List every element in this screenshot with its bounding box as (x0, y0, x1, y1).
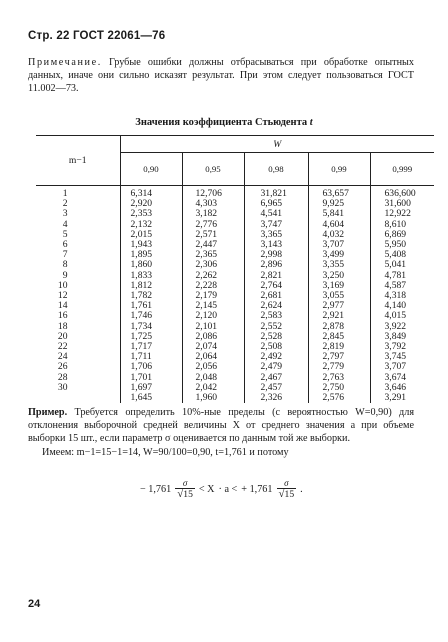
row-m-value: 26 (57, 361, 68, 373)
table-cell: 4,303 (182, 199, 244, 209)
row-m-value: 22 (57, 341, 68, 353)
table-cell: 2,447 (182, 240, 244, 250)
table-cell: 2,179 (182, 291, 244, 301)
table-cell: 9,925 (308, 199, 370, 209)
student-coefficient-table (36, 135, 434, 403)
row-m-value: 9 (62, 269, 68, 281)
table-cell: 2,819 (308, 342, 370, 352)
running-header: Стр. 22 ГОСТ 22061—76 (28, 30, 166, 42)
table-cell: 1,725 (120, 332, 182, 342)
table-cell: 3,747 (244, 220, 308, 230)
table-cell: 3,365 (244, 230, 308, 240)
table-title-text: Значения коэффициента Стьюдента (135, 117, 308, 128)
table-cell: 2,086 (182, 332, 244, 342)
table-cell: 2,750 (308, 383, 370, 393)
formula-mid: < X (198, 483, 215, 495)
table-row (36, 209, 434, 219)
stub-header: m−1 (36, 136, 120, 186)
table-cell: 5,041 (370, 260, 434, 270)
table-cell: 2,228 (182, 281, 244, 291)
table-cell: 6,314 (120, 186, 182, 200)
table-row (36, 322, 434, 332)
row-m-value: 24 (57, 351, 68, 363)
table-cell: 3,355 (308, 260, 370, 270)
table-cell: 3,499 (308, 250, 370, 260)
table-cell: 1,782 (120, 291, 182, 301)
row-m-value: 5 (62, 228, 68, 240)
formula-right-coef: + 1,761 (241, 483, 273, 495)
table-cell: 2,776 (182, 220, 244, 230)
table-cell: 1,701 (120, 373, 182, 383)
table-cell: 1,761 (120, 301, 182, 311)
formula-right-sigma: σ (284, 478, 289, 488)
table-body (36, 186, 434, 404)
table-cell: 1,711 (120, 352, 182, 362)
table-cell: 2,365 (182, 250, 244, 260)
table-cell: 1,697 (120, 383, 182, 393)
table-cell: 636,600 (370, 186, 434, 200)
table-cell: 4,318 (370, 291, 434, 301)
formula-left-root: 15 (183, 489, 193, 500)
table-row (36, 352, 434, 362)
table-cell: 3,250 (308, 271, 370, 281)
table-cell: 2,779 (308, 362, 370, 372)
table-cell: 3,745 (370, 352, 434, 362)
table-cell: 2,763 (308, 373, 370, 383)
example-paragraph (28, 406, 414, 445)
row-m-value: 4 (62, 218, 68, 230)
table-row (36, 240, 434, 250)
column-header: 0,98 (244, 153, 308, 186)
table-cell: 3,169 (308, 281, 370, 291)
table-cell: 6,869 (370, 230, 434, 240)
table-cell: 1,746 (120, 311, 182, 321)
formula-right-fraction: $\frac{\sigma}{√15}$ (278, 478, 295, 500)
table-cell: 2,583 (244, 311, 308, 321)
example-text: Требуется определить 10%-ные пределы (с вероятностью W=0,90) для отклонения выборочной средней величины X от среднего значения a при объеме выборки 15 шт., если параметр σ оценивается по данным той же выборки. (28, 407, 415, 444)
row-m-value: 28 (57, 371, 68, 383)
table-row (36, 311, 434, 321)
table-row (36, 271, 434, 281)
formula-left-fraction: $\frac{\sigma}{√15}$ (177, 478, 193, 500)
table-cell: 2,492 (244, 352, 308, 362)
table-cell: 2,306 (182, 260, 244, 270)
table-cell: 2,064 (182, 352, 244, 362)
table-cell: 4,604 (308, 220, 370, 230)
formula-end: . (300, 483, 303, 495)
table-cell: 2,998 (244, 250, 308, 260)
table-cell: 3,707 (308, 240, 370, 250)
table-cell: 2,048 (182, 373, 244, 383)
formula-left-coef: − 1,761 (140, 483, 172, 495)
table-row (36, 250, 434, 260)
table-cell: 2,896 (244, 260, 308, 270)
table-cell: 2,101 (182, 322, 244, 332)
table-cell: 2,467 (244, 373, 308, 383)
table-row (36, 199, 434, 209)
table-row (36, 373, 434, 383)
table-cell: 2,508 (244, 342, 308, 352)
table-cell: 2,977 (308, 301, 370, 311)
table-cell: 3,674 (370, 373, 434, 383)
table-cell: 4,032 (308, 230, 370, 240)
note-paragraph (28, 56, 414, 95)
table-cell: 1,895 (120, 250, 182, 260)
table-cell: 1,706 (120, 362, 182, 372)
table-cell: 31,600 (370, 199, 434, 209)
row-m-value: 14 (57, 300, 68, 312)
table-title (0, 117, 448, 128)
table-cell: 2,145 (182, 301, 244, 311)
row-m-value: 20 (57, 330, 68, 342)
table-cell: 2,353 (120, 209, 182, 219)
table-cell: 5,841 (308, 209, 370, 219)
table-cell: 2,576 (308, 393, 370, 403)
table-cell: 1,833 (120, 271, 182, 281)
table-cell: 2,764 (244, 281, 308, 291)
table-cell: 2,821 (244, 271, 308, 281)
table-cell: 5,950 (370, 240, 434, 250)
table-cell: 2,120 (182, 311, 244, 321)
table-cell: 2,552 (244, 322, 308, 332)
table-cell: 2,056 (182, 362, 244, 372)
table-row (36, 342, 434, 352)
table-cell: 2,624 (244, 301, 308, 311)
row-m-value: 1 (62, 188, 68, 199)
table-cell: 12,706 (182, 186, 244, 200)
table-row (36, 332, 434, 342)
row-m-value: 2 (62, 198, 68, 210)
row-m-value (36, 393, 120, 403)
table-row (36, 230, 434, 240)
table-cell: 2,262 (182, 271, 244, 281)
column-header: 0,999 (370, 153, 434, 186)
table-cell: 1,734 (120, 322, 182, 332)
table-row (36, 383, 434, 393)
table-cell: 2,015 (120, 230, 182, 240)
table-row (36, 281, 434, 291)
table-cell: 3,849 (370, 332, 434, 342)
row-m-value: 18 (57, 320, 68, 332)
table-row (36, 220, 434, 230)
table-cell: 4,541 (244, 209, 308, 219)
row-m-value: 30 (57, 381, 68, 393)
table-cell: 1,717 (120, 342, 182, 352)
table-cell: 1,645 (120, 393, 182, 403)
table-cell: 4,781 (370, 271, 434, 281)
table-cell: 1,860 (120, 260, 182, 270)
table-cell: 1,812 (120, 281, 182, 291)
table-cell: 3,143 (244, 240, 308, 250)
table-cell: 63,657 (308, 186, 370, 200)
note-text: Грубые ошибки должны отбрасываться при обработке опытных данных, иначе они сильно исказят результат. При этом следует пользоваться ГОСТ 11.002—73. (28, 57, 414, 94)
formula-left-sigma: σ (182, 478, 188, 488)
row-m-value: 7 (62, 249, 68, 261)
formula-right-root: 15 (284, 489, 295, 500)
table-cell: 2,132 (120, 220, 182, 230)
table-cell: 12,922 (370, 209, 434, 219)
formula-right-a: · a < (218, 483, 238, 495)
calc-line: Имеем: m−1=15−1=14, W=90/100=0,90, t=1,761 и потому (42, 447, 289, 458)
table-cell: 2,845 (308, 332, 370, 342)
table-cell: 3,182 (182, 209, 244, 219)
row-m-value: 3 (62, 208, 68, 220)
column-header: 0,90 (120, 153, 182, 186)
row-m-value: 12 (57, 290, 68, 302)
table-cell: 3,922 (370, 322, 434, 332)
table-cell: 31,821 (244, 186, 308, 200)
row-m-value: 10 (57, 279, 68, 291)
table-cell: 2,074 (182, 342, 244, 352)
table-row (36, 291, 434, 301)
table-cell: 2,571 (182, 230, 244, 240)
table-cell: 5,408 (370, 250, 434, 260)
column-header: 0,99 (308, 153, 370, 186)
row-m-value: 6 (62, 239, 68, 251)
table-cell: 2,921 (308, 311, 370, 321)
table-cell: 2,042 (182, 383, 244, 393)
table-cell: 8,610 (370, 220, 434, 230)
note-lead: Примечание. (28, 57, 102, 68)
column-header: 0,95 (182, 153, 244, 186)
interval-formula (140, 474, 303, 504)
table-cell: 2,681 (244, 291, 308, 301)
row-m-value: 16 (57, 310, 68, 322)
table-cell: 3,646 (370, 383, 434, 393)
table-row (36, 393, 434, 403)
table-cell: 2,479 (244, 362, 308, 372)
table-row (36, 362, 434, 372)
table-cell: 4,015 (370, 311, 434, 321)
table-cell: 4,587 (370, 281, 434, 291)
example-lead: Пример. (28, 407, 68, 418)
row-m-value: 8 (62, 259, 68, 271)
table-row (36, 186, 434, 200)
table-cell: 2,920 (120, 199, 182, 209)
table-cell: 3,291 (370, 393, 434, 403)
table-cell: 2,797 (308, 352, 370, 362)
table-cell: 1,960 (182, 393, 244, 403)
table-row (36, 301, 434, 311)
table-cell: 1,943 (120, 240, 182, 250)
table-cell: 6,965 (244, 199, 308, 209)
table-cell: 2,528 (244, 332, 308, 342)
table-cell: 2,326 (244, 393, 308, 403)
table-cell: 3,707 (370, 362, 434, 372)
table-cell: 2,457 (244, 383, 308, 393)
table-cell: 3,792 (370, 342, 434, 352)
table-cell: 3,055 (308, 291, 370, 301)
table-cell: 4,140 (370, 301, 434, 311)
table-title-symbol: t (309, 117, 313, 128)
page-number: 24 (28, 598, 41, 610)
table-cell: 2,878 (308, 322, 370, 332)
group-header-w: W (120, 136, 434, 153)
table-row (36, 260, 434, 270)
